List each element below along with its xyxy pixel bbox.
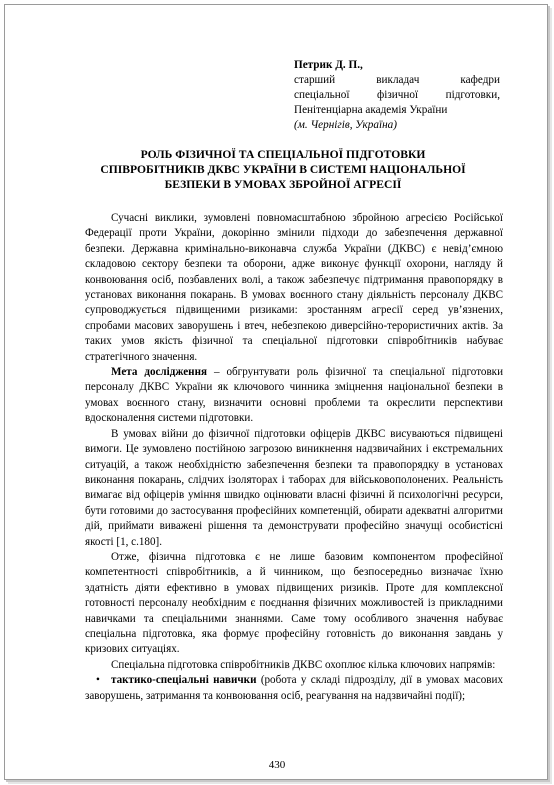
paragraph-intro: Сучасні виклики, зумовлені повномасштабною збройною агресією Російської Федерації проти України, докорінно змінили підходи до забезпечення державної безпеки. Державна кримінально-виконавча служба України (ДКВС) є невід’ємною складовою сектору безпеки та оборони, адже виконує функції охорони, нагляду й конвоювання осіб, позбавлених волі, а також забезпечує підтримання правопорядку в установах виконання покарань. В умовах воєнного стану діяльність персоналу ДКВС супроводжується підвищеними ризиками: зростанням агресії серед ув’язнених, спробами масових заворушень і втеч, небезпекою диверсійно-терористичних актів. За таких умов якість фізичної та спеціальної підготовки співробітників набуває стратегічного значення.	[85, 212, 503, 363]
author-position: старший викладач кафедри	[294, 74, 500, 86]
document-page	[4, 4, 548, 780]
list-item-label: тактико-спеціальні навички	[111, 674, 257, 687]
list-item	[85, 673, 503, 704]
bullet-marker: •	[96, 674, 100, 687]
title-line: РОЛЬ ФІЗИЧНОЇ ТА СПЕЦІАЛЬНОЇ ПІДГОТОВКИ	[140, 148, 426, 161]
title-line: БЕЗПЕКИ В УМОВАХ ЗБРОЙНОЇ АГРЕСІЇ	[164, 178, 402, 191]
author-block	[294, 58, 500, 133]
author-institution: Пенітенціарна академія України	[294, 104, 448, 116]
aim-text: – обгрунтувати роль фізичної та спеціальної підготовки персоналу ДКВС України як ключового чинника зміцнення національної безпеки в умовах воєнного стану, визначити основні проблеми та окреслити перспективи вдосконалення системи підготовки.	[85, 366, 504, 425]
paragraph-directions: Спеціальна підготовка співробітників ДКВС охоплює кілька ключових напрямів:	[111, 658, 496, 671]
paragraph-aim	[85, 365, 503, 427]
page-number: 430	[268, 759, 286, 771]
paper-body	[85, 211, 503, 704]
author-location: (м. Чернігів, Україна)	[294, 119, 397, 131]
author-department: спеціальної фізичної підготовки,	[294, 89, 500, 101]
paragraph-conclusion: Отже, фізична підготовка є не лише базовим компонентом професійної компетентності співробітників, а й чинником, що безпосередньо визначає їхню здатність діяти ефективно в умовах підвищених ризиків. Проте для комплексної готовності персоналу необхідним є поєднання фізичних можливостей із прикладними навичками та спеціальними знаннями. Саме тому особливого значення набуває спеціальна підготовка, яка формує професійну готовність до виконання завдань у кризових ситуаціях.	[85, 550, 503, 656]
title-line: СПІВРОБІТНИКІВ ДКВС УКРАЇНИ В СИСТЕМІ НАЦІОНАЛЬНОЇ	[100, 163, 466, 176]
paper-title	[63, 147, 503, 192]
author-name: Петрик Д. П.,	[294, 59, 363, 71]
paragraph-war-conditions: В умовах війни до фізичної підготовки офіцерів ДКВС висуваються підвищені вимоги. Це зумовлено постійною загрозою виникнення надзвичайних і екстремальних ситуацій, а також необхідністю забезпечення безпеки та правопорядку в установах виконання покарань, слідчих ізоляторах і таборах для військовополонених. Реальність вимагає від офіцерів уміння швидко оцінювати власні фізичні й психологічні ресурси, бути готовими до застосування професійних компетенцій, обирати адекватні алгоритми дій, приймати виважені рішення та демонструвати професійно значущі особистісні якості [1, с.180].	[85, 427, 503, 548]
aim-label: Мета дослідження	[111, 366, 207, 379]
list-item-text: (робота у складі підрозділу, дії в умовах масових заворушень, затримання та конвоювання осіб, реагування на надзвичайні події);	[85, 674, 503, 702]
